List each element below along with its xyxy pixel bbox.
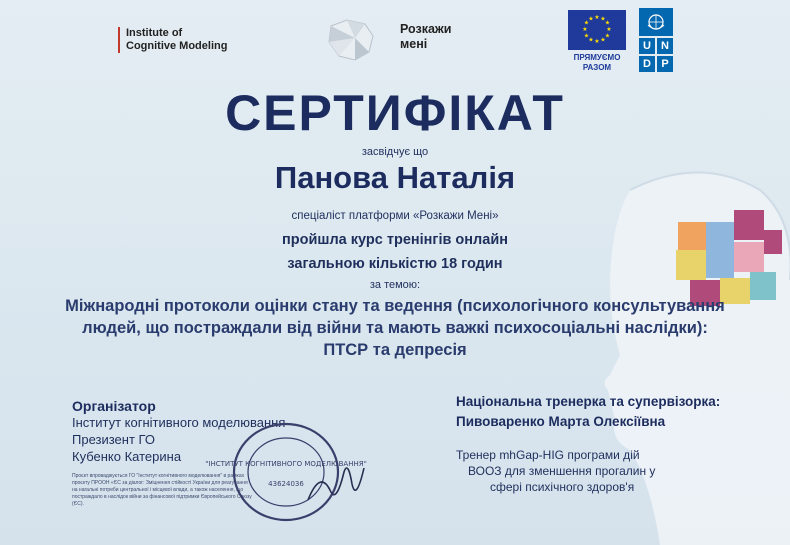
undp-letter-d: D <box>639 56 655 72</box>
svg-text:★: ★ <box>604 32 611 40</box>
eu-slogan-line1: ПРЯМУЄМО <box>573 53 621 62</box>
specialist-line: спеціаліст платформи «Розкажи Мені» <box>291 210 499 222</box>
un-emblem-icon <box>639 8 673 36</box>
rozkazhy-line1: Розкажи <box>400 22 452 36</box>
undp-logo <box>639 8 673 72</box>
eu-slogan <box>560 53 634 73</box>
course-line2: загальною кількістю 18 годин <box>287 256 503 272</box>
course-line1: пройшла курс тренінгів онлайн <box>282 232 508 248</box>
trainer-name: Пивоваренко Марта Олексіївна <box>456 414 666 429</box>
svg-text:★: ★ <box>594 14 600 21</box>
certificate-title: СЕРТИФІКАТ <box>225 85 565 141</box>
organizer-line1: Інститут когнітивного моделювання <box>72 415 286 430</box>
trainer-desc-line1: Тренер mhGap-HIG програми дій <box>456 448 640 462</box>
institute-line2: Cognitive Modeling <box>126 40 228 52</box>
svg-text:★: ★ <box>588 36 594 44</box>
svg-text:★: ★ <box>583 19 590 27</box>
svg-text:★: ★ <box>600 15 606 23</box>
svg-text:★: ★ <box>600 36 606 44</box>
recipient-name: Панова Наталія <box>274 160 516 195</box>
svg-text:★: ★ <box>582 26 588 33</box>
institute-logo <box>118 27 227 53</box>
svg-text:★: ★ <box>594 38 600 45</box>
topic-line2: людей, що постраждали від війни та мають важкі психосоціальні наслідки): <box>82 319 708 337</box>
topic-line1: Міжнародні протоколи оцінки стану та ведення (психологічного консультування <box>65 297 725 315</box>
svg-text:★: ★ <box>588 15 594 23</box>
trainer-description <box>456 447 706 495</box>
project-fine-print: Проєкт впроваджується ГО "Інститут когнітивного моделювання" в рамках проєкту ПРООН «ЄС за діалог: Зміцнення стійкості України для реагування на нагальні потреби центральної і місцевої влади, а також населення, що постраждало в наслідок війни за фінансової підтримки Європейського Союзу (ЄС). <box>72 473 252 507</box>
confirms-label: засвідчує що <box>361 146 429 158</box>
svg-text:★: ★ <box>606 26 612 33</box>
institute-logo-text <box>126 27 227 53</box>
undp-letter-u: U <box>639 38 655 54</box>
institute-line1: Institute of <box>126 27 183 39</box>
organizer-heading: Організатор <box>72 398 156 414</box>
logo-red-bar <box>118 27 120 53</box>
stamp-code: 43624036 <box>268 480 304 488</box>
topic-text <box>30 295 760 361</box>
svg-text:★: ★ <box>583 32 590 40</box>
topic-line3: ПТСР та депресія <box>323 341 467 359</box>
rozkazhy-line2: мені <box>400 37 428 51</box>
trainer-heading: Національна тренерка та супервізорка: <box>456 394 721 409</box>
rozkazhy-paper-logo <box>325 18 377 62</box>
rozkazhy-logo-text <box>400 22 451 52</box>
eu-slogan-line2: РАЗОМ <box>582 63 612 72</box>
organizer-line3: Кубенко Катерина <box>72 449 182 464</box>
undp-letter-n: N <box>657 38 673 54</box>
svg-text:★: ★ <box>604 19 611 27</box>
undp-letter-p: P <box>657 56 673 72</box>
stamp-center-text: "ІНСТИТУТ КОГНІТИВНОГО МОДЕЛЮВАННЯ" <box>205 460 367 468</box>
eu-flag-icon <box>568 10 626 50</box>
eu-stars-icon <box>568 10 626 50</box>
signature <box>300 450 370 520</box>
trainer-desc-line2: ВООЗ для зменшення прогалин у <box>468 464 656 478</box>
organizer-line2: Презизент ГО <box>72 432 155 447</box>
trainer-desc-line3: сфері психічного здоров'я <box>490 480 635 494</box>
topic-label: за темою: <box>369 279 421 291</box>
